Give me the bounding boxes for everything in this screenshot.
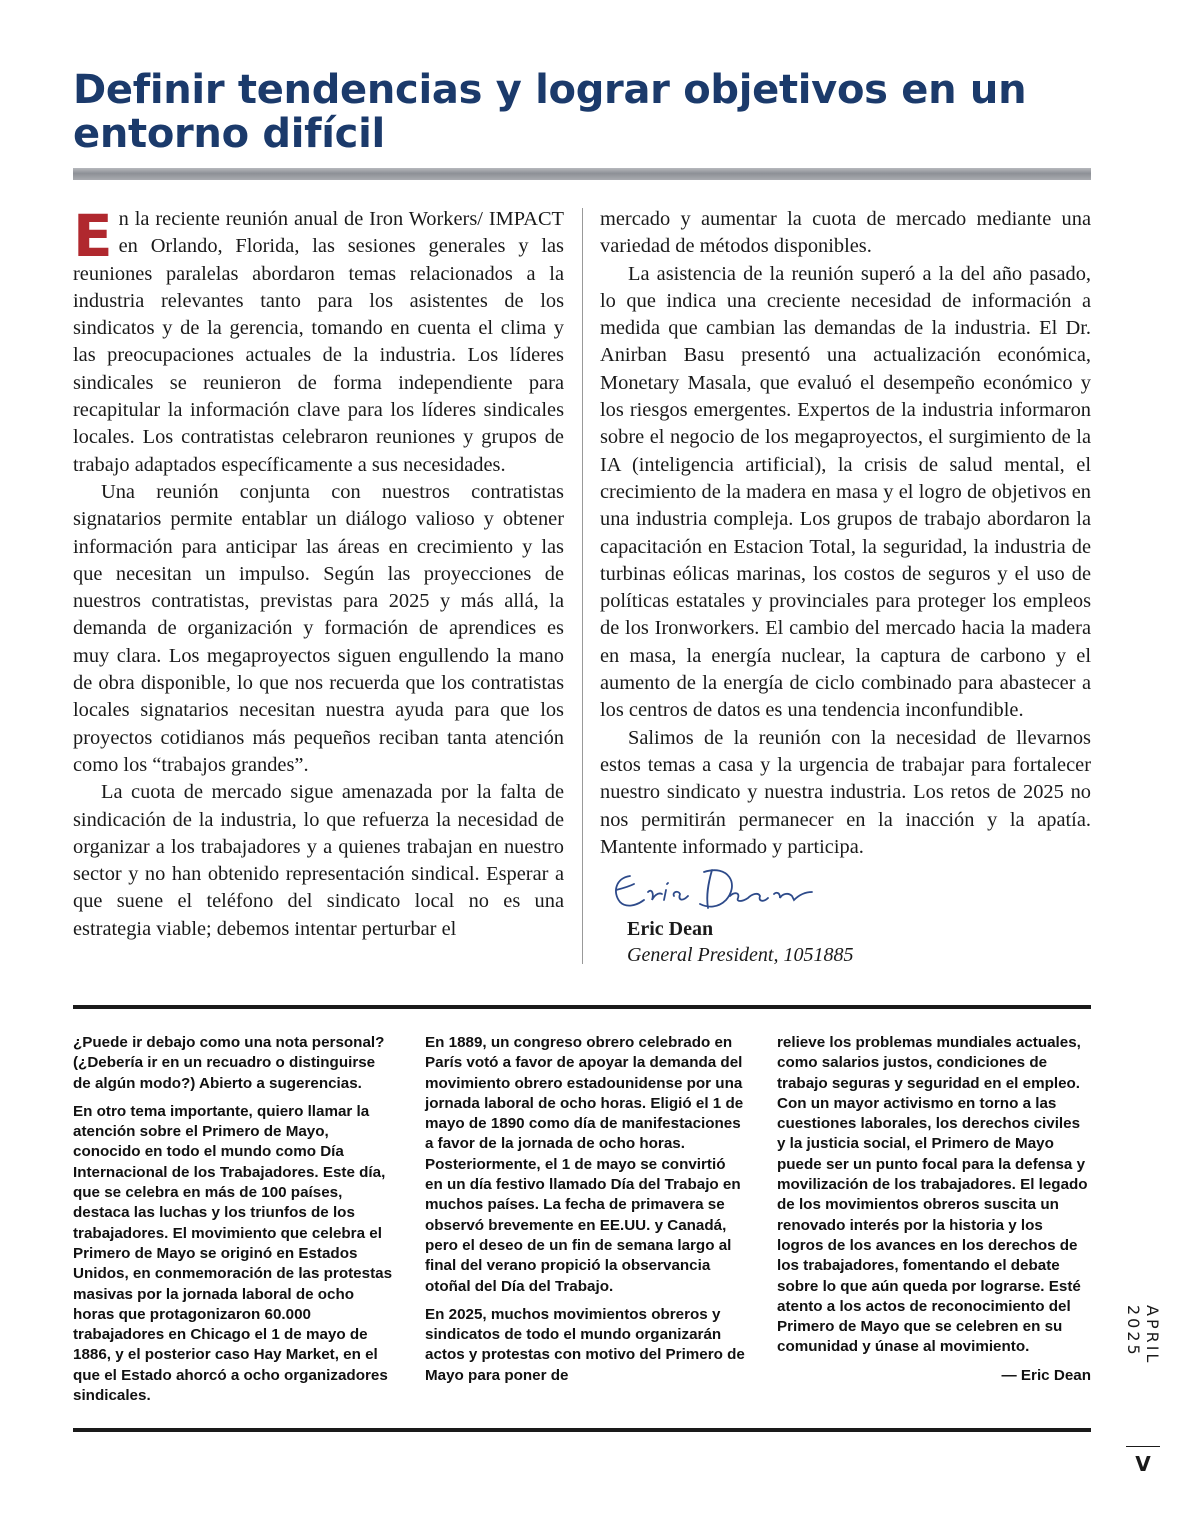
issue-date: APRIL 2025 [1124, 1305, 1162, 1366]
article-paragraph: La asistencia de la reunión superó a la del año pasado, lo que indica una creciente necesidad de información a medida que cambian las demandas de la industria. El Dr. Anirban Basu presentó una actualización económica, Monetary Masala, que evaluó el desempeño económico y los riesgos emergentes. Expertos de la industria informaron sobre el negocio de los megaproyectos, el surgimiento de la IA (inteligencia artificial), la crisis de salud mental, el crecimiento de la madera en masa y el logro de objetivos en una industria compleja. Los grupos de trabajo abordaron la capacitación en Estacion Total, la seguridad, la industria de turbinas eólicas marinas, los costos de seguros y el uso de políticas estatales y provinciales para proteger los empleos de los Ironworkers. El cambio del mercado hacia la madera en masa, la energía nuclear, la captura de carbono y el aumento de la energía de ciclo combinado para abastecer a los centros de datos es una tendencia inconfundible. [600, 262, 1091, 722]
article-column-2 [600, 206, 1091, 861]
note-paragraph: En 2025, muchos movimientos obreros y sindicatos de todo el mundo organizarán actos y protestas con motivo del Primero de Mayo para poner de [425, 1305, 745, 1384]
note-paragraph: ¿Puede ir debajo como una nota personal? (¿Debería ir en un recuadro o distinguirse de algún modo?) Abierto a sugerencias. [73, 1034, 385, 1092]
note-signature: — Eric Dean [1001, 1366, 1091, 1384]
article-paragraph: Salimos de la reunión con la necesidad de llevarnos estos temas a casa y la urgencia de trabajar para fortalecer nuestro sindicato y nuestra industria. Los retos de 2025 no nos permitirán permanecer en la inacción y la apatía. Mantente informado y participa. [600, 726, 1091, 858]
signature-role: General President, 1051885 [627, 944, 854, 966]
title-divider-bar [73, 168, 1091, 180]
note-paragraph: En otro tema importante, quiero llamar la atención sobre el Primero de Mayo, conocido en todo el mundo como Día Internacional de los Trabajadores. Este día, que se celebra en más de 100 países, destaca las luchas y los triunfos de los trabajadores. El movimiento que celebra el Primero de Mayo se originó en Estados Unidos, en conmemoración de las protestas masivas por la jornada laboral de ocho horas que protagonizaron 60.000 trabajadores en Chicago el 1 de mayo de 1886, y el posterior caso Hay Market, en el que el Estado ahorcó a ocho organizadores sindicales. [73, 1102, 393, 1405]
page-number-rule [1126, 1446, 1160, 1447]
article-paragraph: La cuota de mercado sigue amenazada por la falta de sindicación de la industria, lo que refuerza la necesidad de organizar a los trabajadores y a quienes trabajan en nuestro sector y no han obtenido representación sindical. Esperar a que suene el teléfono del sindicato local no es una estrategia viable; debemos intentar perturbar el [73, 781, 564, 940]
page-title: Definir tendencias y lograr objetivos en un entorno difícil [73, 67, 1027, 157]
handwritten-signature [608, 862, 828, 916]
page-number: V [1135, 1452, 1151, 1476]
note-column-1 [73, 1033, 393, 1414]
article-column-1 [73, 202, 564, 943]
note-column-3 [777, 1033, 1091, 1394]
drop-cap: E [73, 202, 113, 270]
note-paragraph: En 1889, un congreso obrero celebrado en París votó a favor de apoyar la demanda del movimiento obrero estadounidense por una jornada laboral de ocho horas. Eligió el 1 de mayo de 1890 como día de manifestaciones a favor de la jornada de ocho horas. Posteriormente, el 1 de mayo se convirtió en un día festivo llamado Día del Trabajo en muchos países. La fecha de primavera se observó brevemente en EE.UU. y Canadá, pero el deseo de un fin de semana largo al final del verano propició la observancia otoñal del Día del Trabajo. [425, 1034, 744, 1295]
section-rule-top [73, 1005, 1091, 1009]
article-paragraph: mercado y aumentar la cuota de mercado mediante una variedad de métodos disponibles. [600, 208, 1091, 258]
section-rule-bottom [73, 1428, 1091, 1432]
article-paragraph: En la reciente reunión anual de Iron Workers/ IMPACT en Orlando, Florida, las sesiones generales y las reuniones paralelas abordaron temas relacionados a la industria relevantes tanto para los asistentes de los sindicatos y de la gerencia, tomando en cuenta el clima y las preocupaciones actuales de la industria. Los líderes sindicales se reunieron de forma independiente para recapitular la información clave para los líderes sindicales locales. Los contratistas celebraron reuniones y grupos de trabajo adaptados específicamente a sus necesidades. [73, 202, 564, 476]
signature-name: Eric Dean [627, 918, 714, 940]
note-paragraph: relieve los problemas mundiales actuales, como salarios justos, condiciones de trabajo seguras y seguridad en el empleo. Con un mayor activismo en torno a las cuestiones laborales, los derechos civiles y la justicia social, el Primero de Mayo puede ser un punto focal para la defensa y movilización de los trabajadores. El legado de los movimientos obreros suscita un renovado interés por la historia y los logros de los avances en los derechos de los trabajadores, fomentando el debate sobre lo que aún queda por lograrse. Esté atento a los actos de reconocimiento del Primero de Mayo que se celebren en su comunidad y únase al movimiento. [777, 1034, 1088, 1356]
column-divider [582, 208, 583, 964]
note-column-2 [425, 1033, 747, 1394]
article-paragraph: Una reunión conjunta con nuestros contratistas signatarios permite entablar un diálogo valioso y obtener información para anticipar las áreas en crecimiento y las que necesitan un impulso. Según las proyecciones de nuestros contratistas, previstas para 2025 y más allá, la demanda de organización y formación de aprendices es muy clara. Los megaproyectos siguen engullendo la mano de obra disponible, lo que nos recuerda que los contratistas locales signatarios necesitan nuestra ayuda para que los proyectos cotidianos más pequeños reciban tanta atención como los “trabajos grandes”. [73, 480, 564, 776]
